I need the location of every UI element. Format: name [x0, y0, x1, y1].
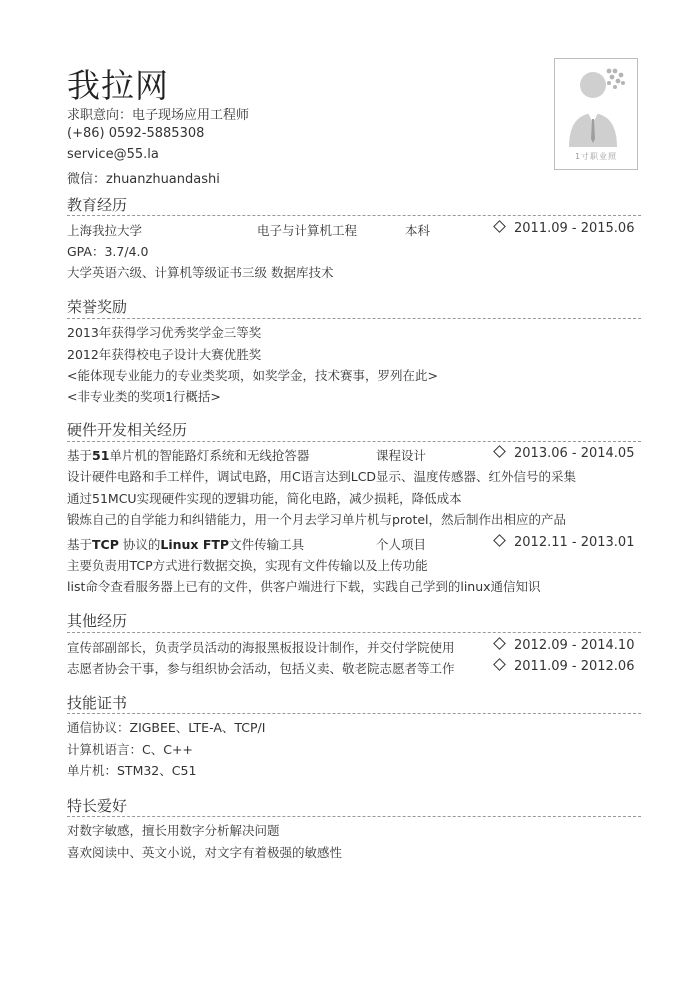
project-title-bold: TCP: [92, 537, 119, 552]
other-date: [495, 638, 634, 653]
wechat-id: 微信：zhuanzhuandashi: [67, 172, 220, 187]
other-item: 宣传部副部长，负责学员活动的海报黑板报设计制作，并交付学院使用: [67, 640, 455, 655]
job-objective: 求职意向：电子现场应用工程师: [67, 108, 250, 123]
major: 电子与计算机工程: [257, 223, 358, 238]
project-detail: 锻炼自己的自学能力和纠错能力，用一个月去学习单片机与protel，然后制作出相应的产品: [67, 512, 567, 527]
project-title-text: 单片机的智能路灯系统和无线抢答器: [109, 448, 310, 463]
project-date: [495, 446, 634, 461]
project-detail: 通过51MCU实现硬件实现的逻辑功能，简化电路，减少损耗，降低成本: [67, 491, 462, 506]
candidate-name: 我拉网: [67, 66, 169, 105]
honor-item: 2013年获得学习优秀奖学金三等奖: [67, 325, 262, 340]
date-text: 2011.09 - 2015.06: [514, 221, 635, 236]
diamond-icon: [493, 658, 506, 671]
project-title-bold: 51: [92, 448, 110, 463]
phone-number: (+86) 0592-5885308: [67, 126, 205, 141]
section-divider: [67, 318, 641, 319]
section-title-hobbies: 特长爱好: [67, 797, 128, 815]
hobby-item: 对数字敏感，擅长用数字分析解决问题: [67, 823, 280, 838]
diamond-icon: [493, 534, 506, 547]
section-divider: [67, 713, 641, 714]
project-title-text: 协议的: [118, 537, 161, 552]
degree: 本科: [405, 223, 431, 238]
section-title-skills: 技能证书: [67, 694, 128, 712]
skill-item: 计算机语言：C、C++: [67, 742, 193, 757]
project-title-text: 基于: [67, 537, 93, 552]
hobby-item: 喜欢阅读中、英文小说，对文字有着极强的敏感性: [67, 845, 343, 860]
honor-item: <能体现专业能力的专业类奖项，如奖学金，技术赛事，罗列在此>: [67, 368, 438, 383]
diamond-icon: [493, 220, 506, 233]
date-text: 2013.06 - 2014.05: [514, 446, 635, 461]
skill-item: 单片机：STM32、C51: [67, 763, 197, 778]
project-detail: list命令查看服务器上已有的文件，供客户端进行下载，实践自己学到的linux通信知识: [67, 579, 541, 594]
education-date: [495, 221, 634, 236]
section-divider: [67, 632, 641, 633]
certificates: 大学英语六级、计算机等级证书三级 数据库技术: [67, 265, 334, 280]
project-type: 个人项目: [376, 537, 427, 552]
school-name: 上海我拉大学: [67, 223, 143, 238]
diamond-icon: [493, 637, 506, 650]
section-title-other: 其他经历: [67, 612, 128, 630]
photo-caption: 1寸职业照: [574, 152, 618, 161]
project-date: [495, 535, 634, 550]
section-title-hardware: 硬件开发相关经历: [67, 421, 188, 439]
date-text: 2011.09 - 2012.06: [514, 659, 635, 674]
project-title: [67, 535, 304, 553]
section-title-honors: 荣誉奖励: [67, 298, 128, 316]
project-type: 课程设计: [376, 448, 427, 463]
project-detail: 主要负责用TCP方式进行数据交换，实现有文件传输以及上传功能: [67, 558, 428, 573]
section-divider: [67, 441, 641, 442]
project-detail: 设计硬件电路和手工样件，调试电路，用C语言达到LCD显示、温度传感器、红外信号的采集: [67, 469, 577, 484]
project-title-text: 基于: [67, 448, 93, 463]
profile-photo: [554, 58, 638, 170]
project-title-bold: Linux FTP: [160, 537, 230, 552]
other-item: 志愿者协会干事，参与组织协会活动，包括义卖、敬老院志愿者等工作: [67, 661, 455, 676]
project-title-text: 文件传输工具: [229, 537, 305, 552]
honor-item: 2012年获得校电子设计大赛优胜奖: [67, 347, 262, 362]
section-divider: [67, 215, 641, 216]
section-divider: [67, 816, 641, 817]
other-date: [495, 659, 634, 674]
project-title: [67, 446, 309, 464]
email-address: service@55.la: [67, 147, 159, 162]
date-text: 2012.11 - 2013.01: [514, 535, 635, 550]
honor-item: <非专业类的奖项1行概括>: [67, 389, 221, 404]
date-text: 2012.09 - 2014.10: [514, 638, 635, 653]
skill-item: 通信协议：ZIGBEE、LTE-A、TCP/I: [67, 720, 266, 735]
gpa: GPA：3.7/4.0: [67, 244, 149, 259]
section-title-education: 教育经历: [67, 196, 128, 214]
diamond-icon: [493, 445, 506, 458]
